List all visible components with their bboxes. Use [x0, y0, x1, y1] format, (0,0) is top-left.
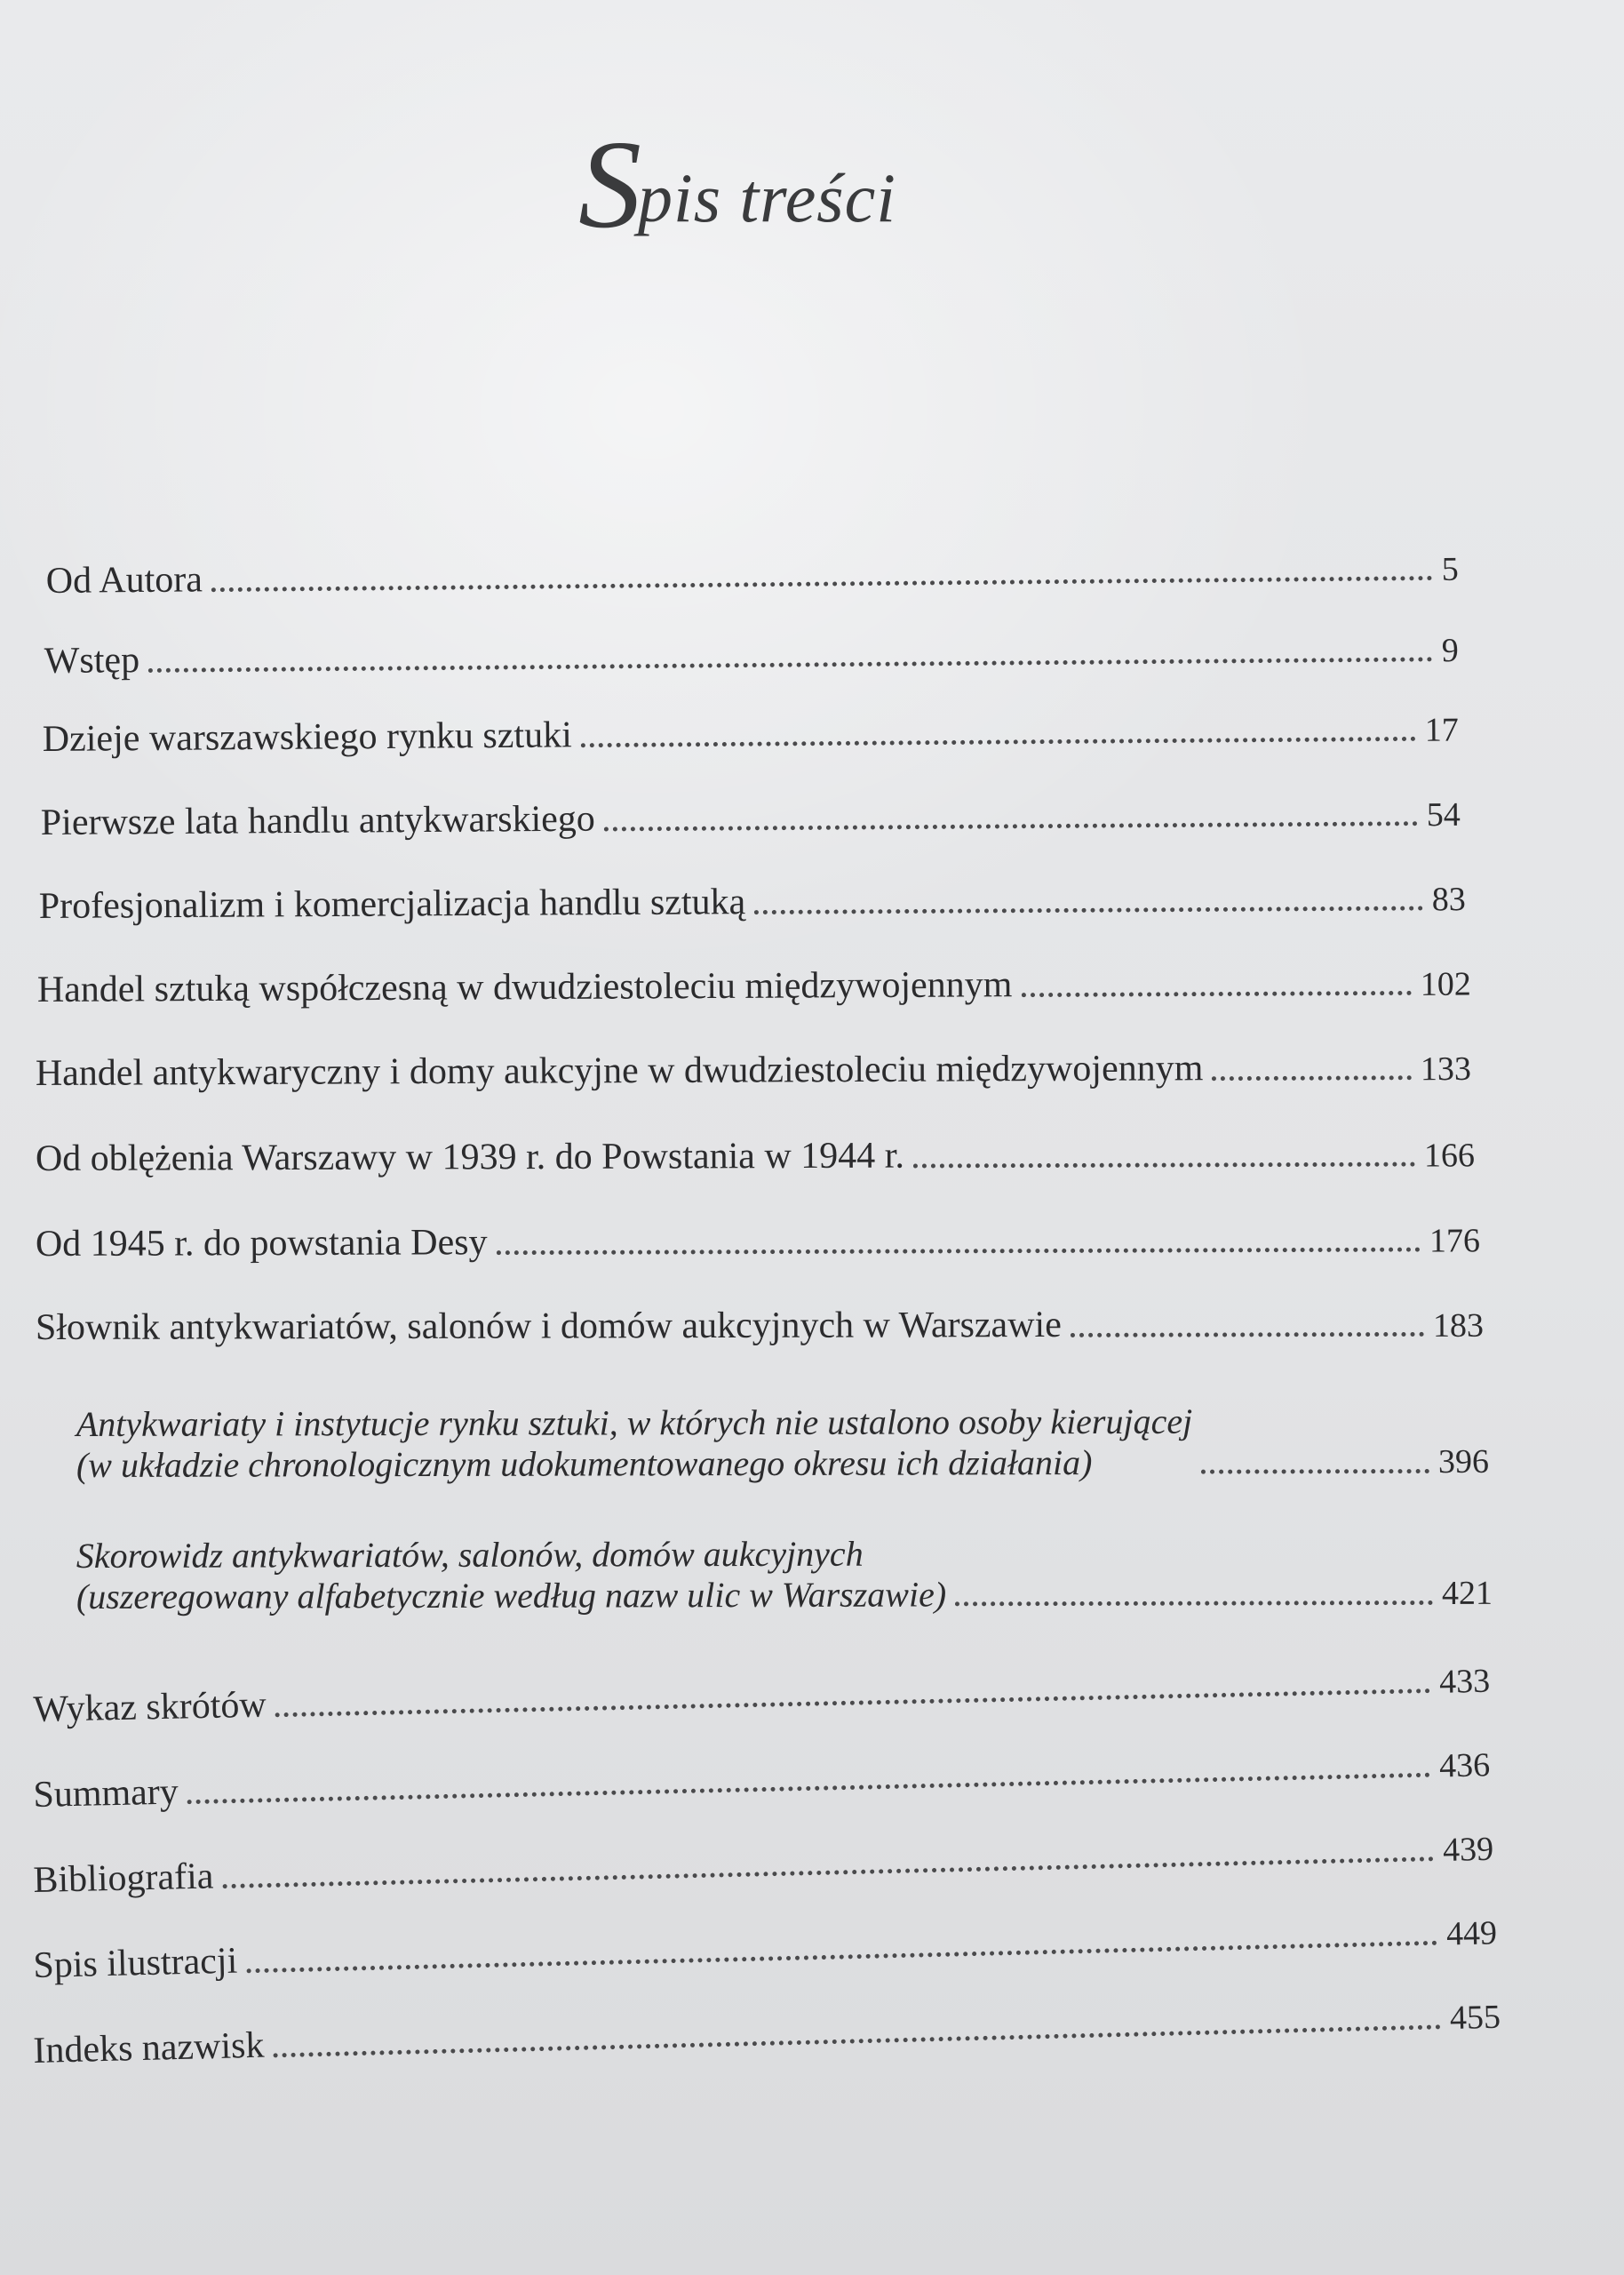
toc-entry	[44, 627, 1459, 682]
toc-entry-page: 5	[1441, 550, 1459, 588]
toc-entry-label: Dzieje warszawskiego rynku sztuki	[42, 714, 572, 761]
toc-entry-page: 455	[1449, 1998, 1501, 2037]
toc-entry-page: 83	[1431, 880, 1466, 919]
toc-leader-dots	[913, 1162, 1415, 1169]
toc-leader-dots	[274, 2025, 1442, 2058]
toc-entry	[41, 792, 1461, 844]
title-rest: pis treści	[638, 159, 896, 236]
toc-entry	[37, 962, 1471, 1012]
toc-entry-page: 102	[1420, 965, 1471, 1003]
toc-leader-dots	[275, 1688, 1431, 1717]
toc-entry-page: 9	[1441, 631, 1459, 669]
toc-entry-page: 176	[1429, 1221, 1480, 1260]
toc-entry	[33, 1910, 1498, 1987]
toc-entry-label: Handel sztuką współczesną w dwudziestoleciu międzywojennym	[36, 964, 1013, 1010]
toc-leader-dots	[187, 1773, 1430, 1805]
toc-entry-page: 54	[1426, 795, 1461, 834]
toc-entry-page: 183	[1432, 1306, 1484, 1345]
toc-entry	[33, 1742, 1491, 1816]
toc-leader-dots	[955, 1600, 1433, 1606]
toc-entry	[36, 1217, 1480, 1265]
toc-entry-label: Od 1945 r. do powstania Desy	[35, 1222, 488, 1265]
toc-entry-label: Pierwsze lata handlu antykwarskiego	[40, 798, 595, 844]
toc-entry	[33, 1658, 1491, 1732]
toc-leader-dots	[581, 737, 1416, 747]
toc-entry-page: 421	[1441, 1575, 1493, 1613]
toc-entry-label: Od oblężenia Warszawy w 1939 r. do Powstania w 1944 r.	[35, 1135, 904, 1179]
toc-entry-label: Wykaz skrótów	[33, 1684, 267, 1731]
toc-entry-label: Wstęp	[44, 640, 140, 682]
toc-entry-page: 433	[1438, 1662, 1491, 1701]
toc-leader-dots	[497, 1248, 1421, 1256]
toc-entry-label: Handel antykwaryczny i domy aukcyjne w dwudziestoleciu międzywojennym	[35, 1048, 1204, 1094]
toc-entry	[46, 547, 1459, 603]
toc-entry-page: 439	[1442, 1830, 1494, 1869]
toc-entry-label: Profesjonalizm i komercjalizacja handlu sztuką	[38, 882, 746, 927]
title-initial: S	[578, 114, 639, 254]
toc-entry-page: 436	[1438, 1745, 1491, 1785]
toc-entry	[33, 1826, 1494, 1903]
toc-entry-label: Bibliografia	[32, 1856, 214, 1902]
toc-subentry-line: (w układzie chronologicznym udokumentowanego okresu ich działania)	[76, 1442, 1093, 1485]
toc-entry	[33, 1994, 1501, 2073]
toc-entry-label: Indeks nazwisk	[32, 2024, 266, 2072]
toc-leader-dots	[246, 1941, 1437, 1974]
toc-entry-page: 449	[1445, 1913, 1498, 1953]
toc-leader-dots	[754, 906, 1423, 915]
toc-entry	[36, 1046, 1471, 1095]
toc-subentry-label	[76, 1401, 1193, 1486]
toc-leader-dots	[223, 1857, 1435, 1889]
toc-leader-dots	[148, 658, 1433, 674]
toc-subentry	[76, 1532, 1493, 1617]
toc-entry-page: 17	[1424, 711, 1459, 749]
toc-leader-dots	[1021, 991, 1411, 997]
toc-leader-dots	[1201, 1469, 1429, 1474]
toc-entry	[39, 876, 1466, 928]
toc-leader-dots	[1071, 1332, 1424, 1337]
toc-entry-page: 396	[1437, 1443, 1489, 1481]
toc-subentry-line: Skorowidz antykwariatów, salonów, domów aukcyjnych	[76, 1533, 864, 1577]
toc-entry	[36, 1132, 1475, 1180]
toc-entry-label: Słownik antykwariatów, salonów i domów aukcyjnych w Warszawie	[35, 1304, 1062, 1348]
toc-entry-label: Od Autora	[45, 559, 203, 603]
toc-entry-page: 133	[1420, 1050, 1471, 1088]
toc-entry	[43, 706, 1459, 761]
toc-leader-dots	[211, 576, 1433, 592]
toc-entry	[36, 1303, 1484, 1350]
toc-subentry-line: (uszeregowany alfabetycznie według nazw ulic w Warszawie)	[76, 1574, 947, 1616]
toc-entry-label: Summary	[32, 1771, 179, 1816]
toc-subentry	[76, 1401, 1489, 1486]
toc-subentry-line: Antykwariaty i instytucje rynku sztuki, w których nie ustalono osoby kierującej	[76, 1401, 1193, 1445]
toc-leader-dots	[1212, 1076, 1412, 1082]
toc-entry-page: 166	[1423, 1136, 1475, 1175]
toc-leader-dots	[604, 821, 1418, 831]
toc-subentry-label	[76, 1533, 946, 1617]
toc-entry-label: Spis ilustracji	[32, 1940, 238, 1987]
